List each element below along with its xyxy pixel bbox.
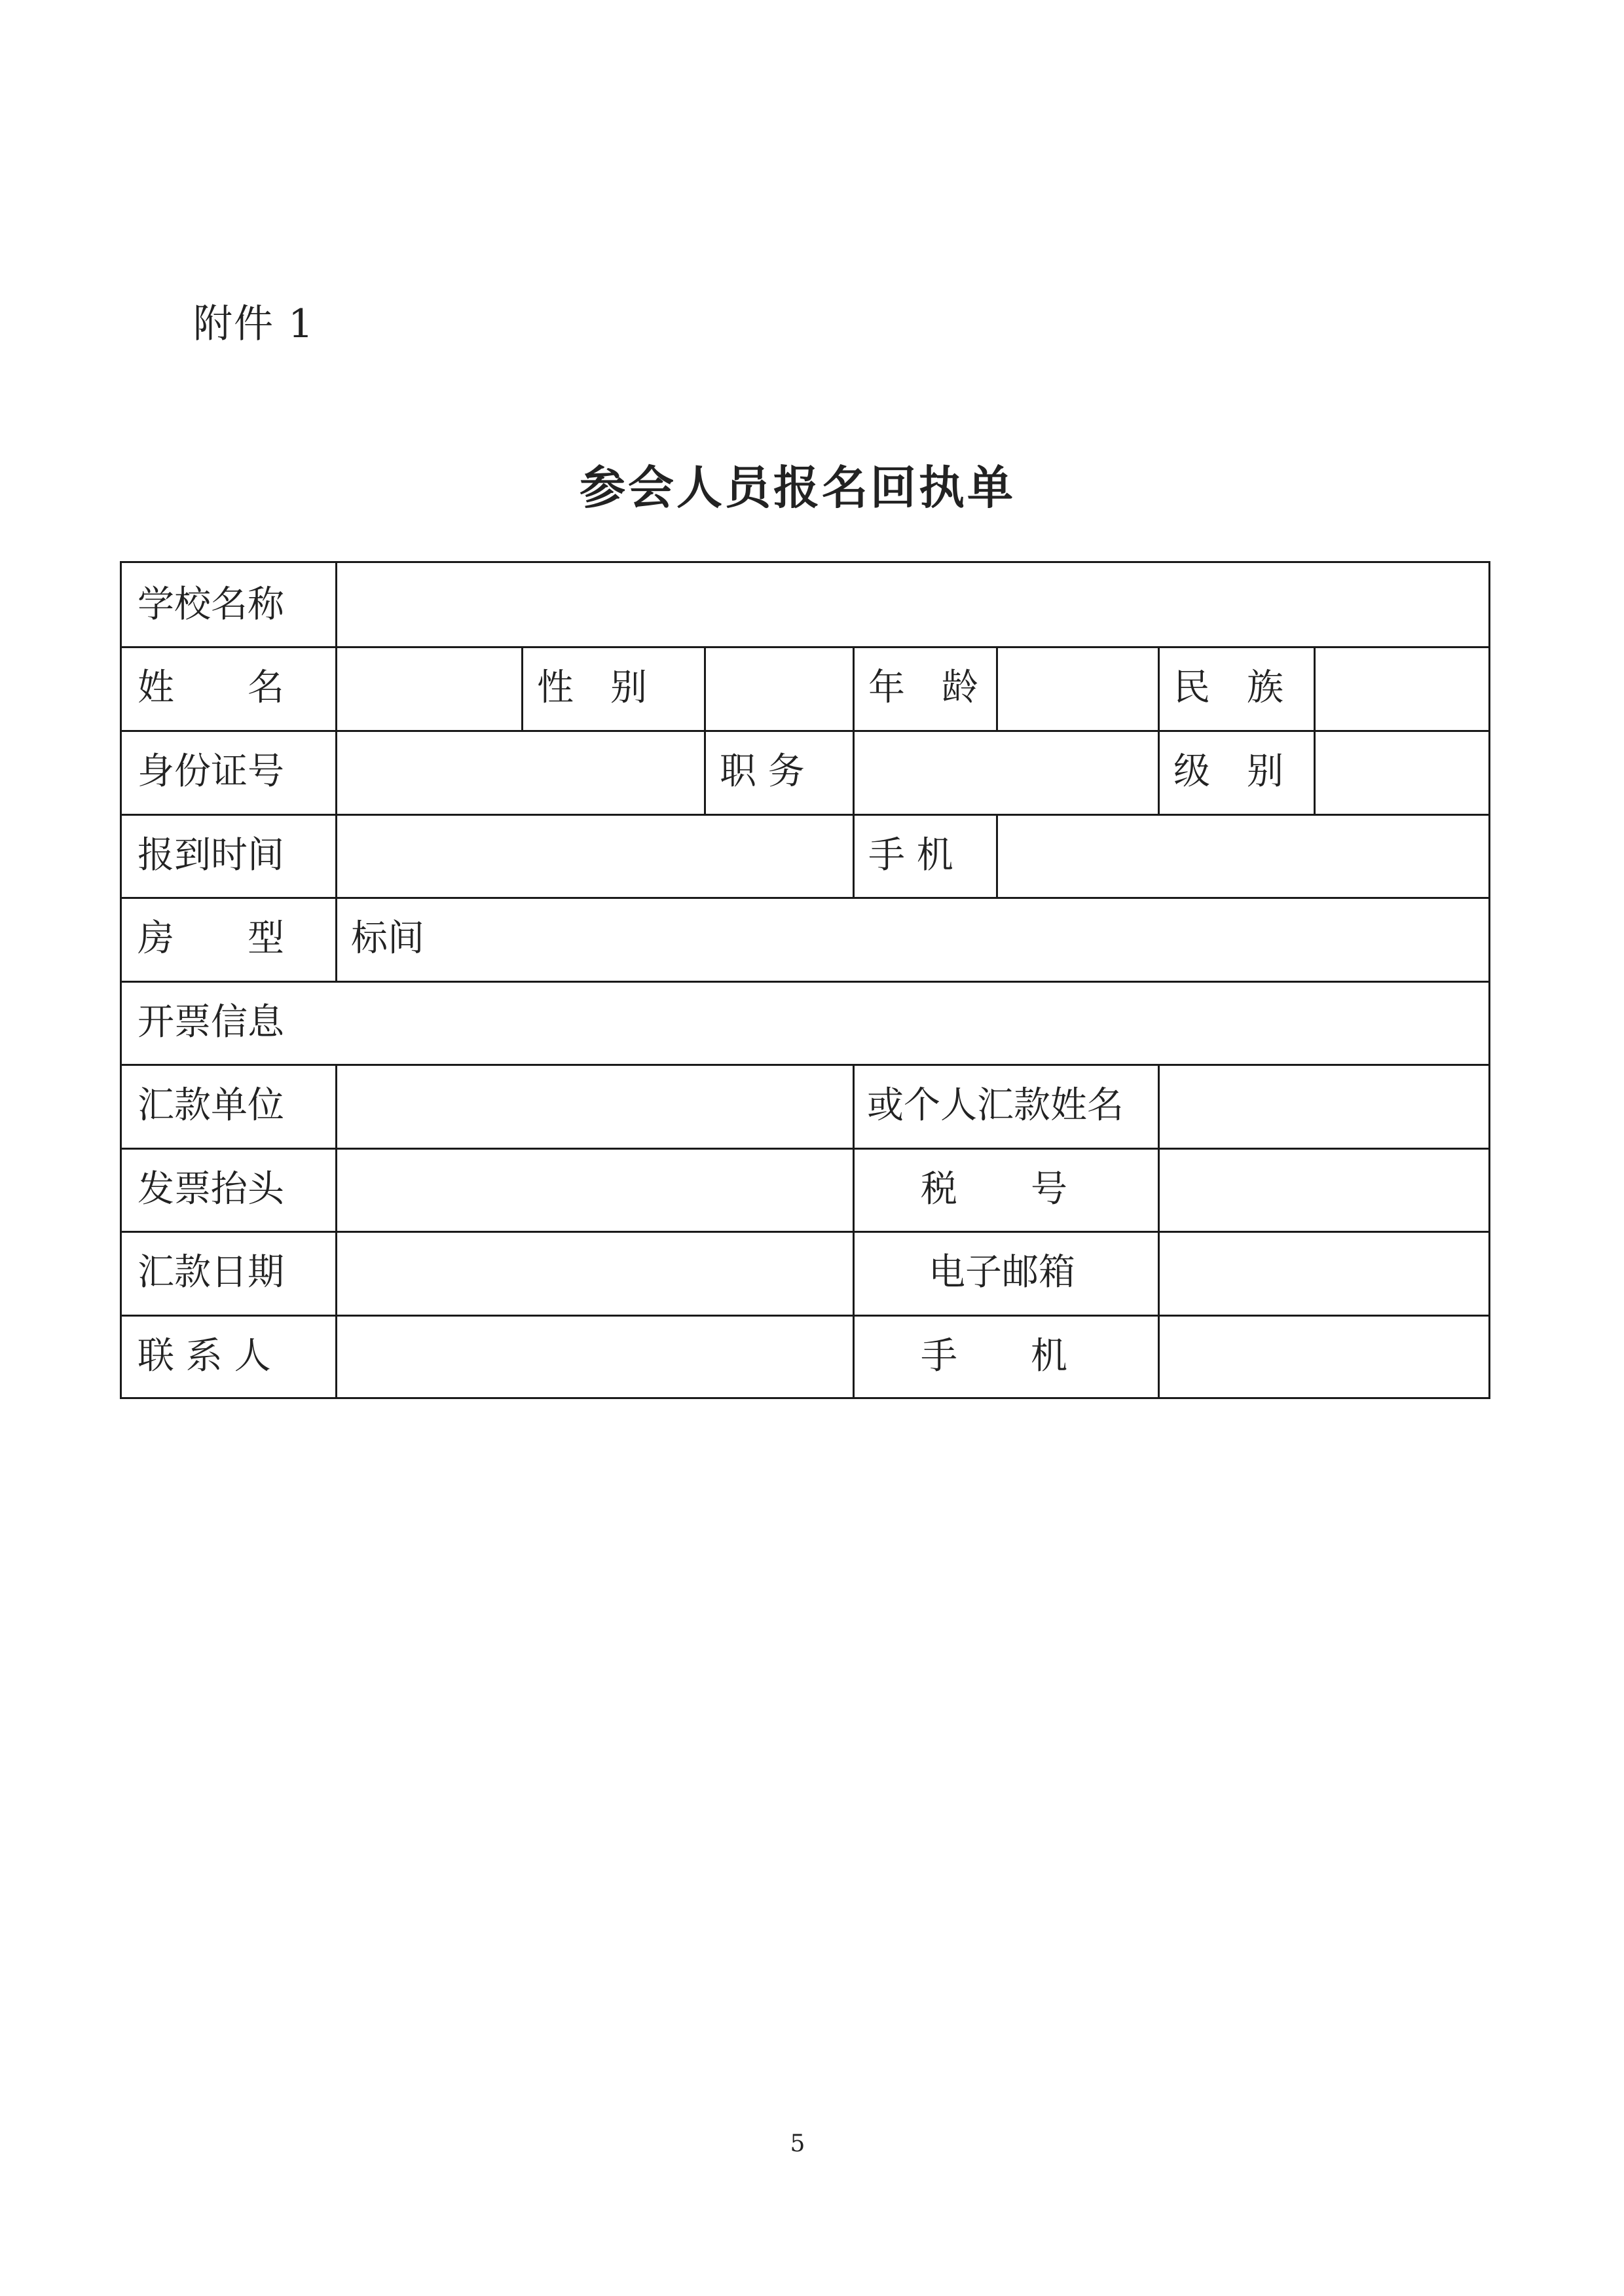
contact-label: 联 系 人 <box>138 1335 271 1377</box>
column-divider <box>335 563 337 981</box>
invoice-info-label: 开票信息 <box>138 1001 284 1044</box>
age-label: 年 龄 <box>868 666 978 709</box>
gender-label: 性 别 <box>537 666 647 709</box>
tax-number-label: 税 号 <box>921 1168 1067 1211</box>
row-divider <box>122 897 1488 899</box>
email-label: 电子邮箱 <box>929 1251 1075 1294</box>
page-title: 参会人员报名回执单 <box>580 461 1016 515</box>
id-number-label: 身份证号 <box>138 750 284 793</box>
column-divider <box>704 730 706 814</box>
position-label: 职 务 <box>720 750 805 793</box>
registration-form-table <box>120 561 1490 1399</box>
row-divider <box>122 1315 1488 1317</box>
rank-label: 级 别 <box>1173 750 1283 793</box>
column-divider <box>521 646 523 730</box>
room-type-label: 房 型 <box>138 917 284 960</box>
mobile-label: 手 机 <box>868 834 953 877</box>
page-number: 5 <box>790 2130 805 2157</box>
school-name-label: 学校名称 <box>138 583 284 626</box>
column-divider <box>996 814 998 897</box>
attachment-label: 附件 1 <box>193 301 315 347</box>
room-type-value: 标间 <box>351 917 424 960</box>
column-divider <box>704 646 706 730</box>
column-divider <box>335 1064 337 1397</box>
arrival-time-label: 报到时间 <box>138 834 284 877</box>
row-divider <box>122 1064 1488 1066</box>
row-divider <box>122 1148 1488 1150</box>
remitting-unit-label: 汇款单位 <box>138 1084 284 1127</box>
remit-date-label: 汇款日期 <box>138 1251 284 1294</box>
column-divider <box>853 1064 855 1397</box>
column-divider <box>853 646 855 897</box>
contact-mobile-label: 手 机 <box>921 1335 1067 1377</box>
column-divider <box>1158 1064 1160 1397</box>
row-divider <box>122 1231 1488 1233</box>
ethnicity-label: 民 族 <box>1173 666 1283 709</box>
personal-remitter-label: 或个人汇款姓名 <box>867 1084 1124 1127</box>
column-divider <box>996 646 998 730</box>
row-divider <box>122 814 1488 816</box>
row-divider <box>122 981 1488 983</box>
invoice-title-label: 发票抬头 <box>138 1168 284 1211</box>
column-divider <box>1314 646 1316 814</box>
name-label: 姓 名 <box>138 666 284 709</box>
column-divider <box>1158 646 1160 814</box>
